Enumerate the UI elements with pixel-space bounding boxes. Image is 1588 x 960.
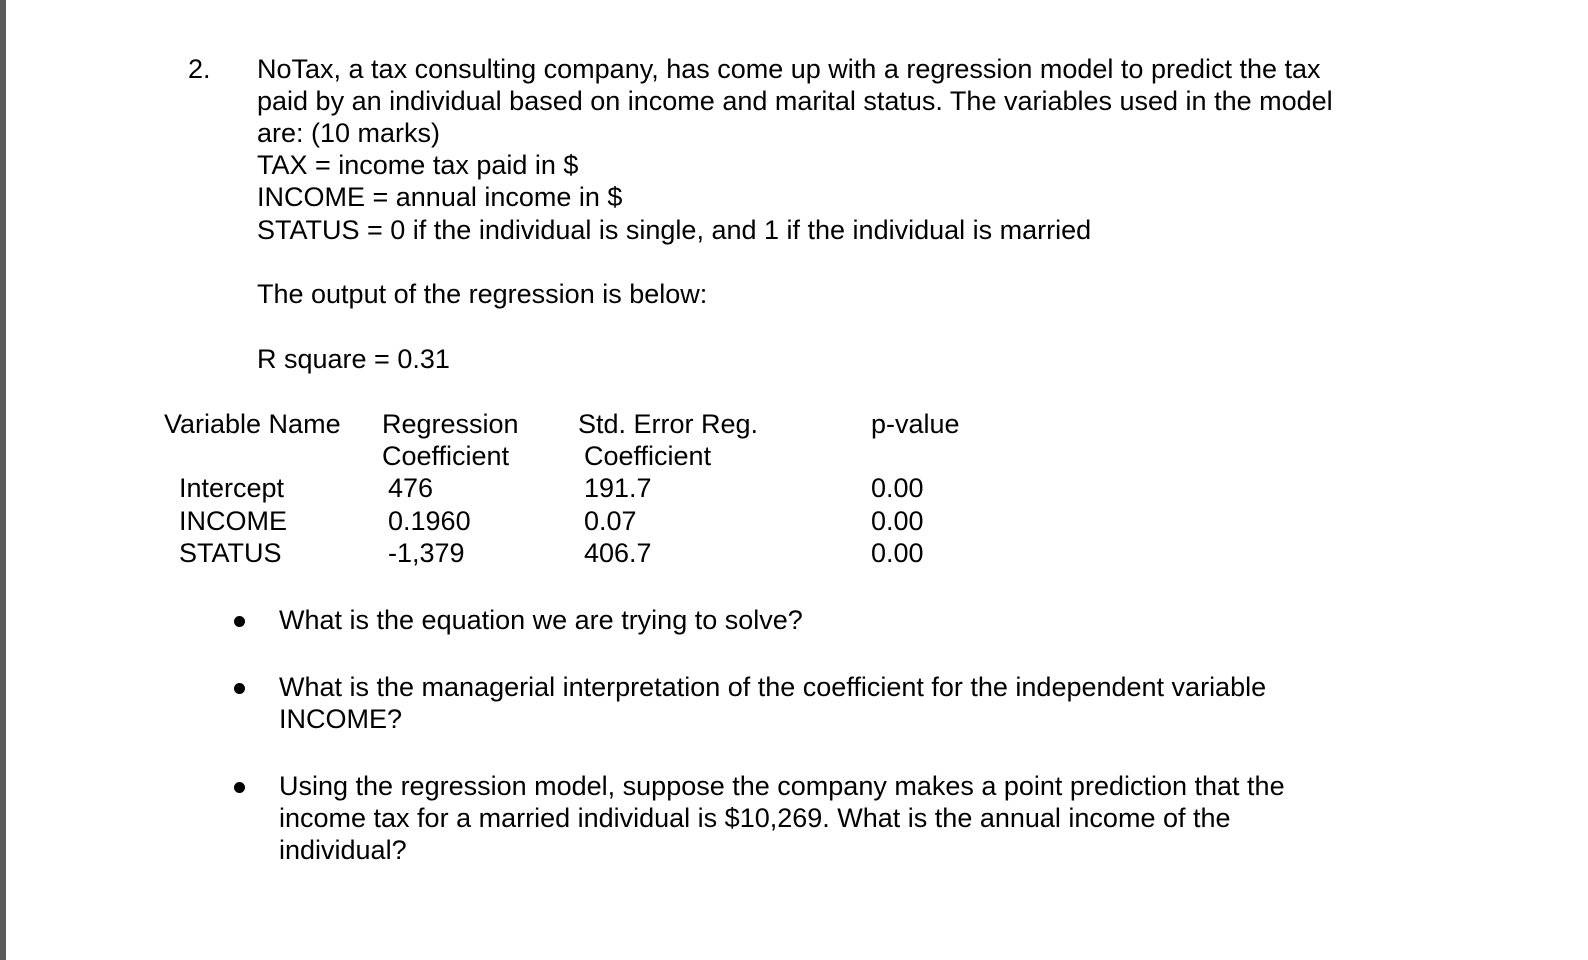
bullet-3-line-1: Using the regression model, suppose the company makes a point prediction that the [279, 771, 1285, 801]
bullet-3-line-3: individual? [279, 835, 407, 865]
row-income-coef: 0.1960 [388, 506, 471, 536]
page-left-border [0, 0, 6, 960]
intro-line-3: are: (10 marks) [257, 118, 441, 148]
variable-def-tax: TAX = income tax paid in $ [257, 150, 579, 180]
row-intercept-p: 0.00 [871, 473, 924, 503]
bullet-1-line-1: What is the equation we are trying to solve? [279, 605, 803, 635]
row-income-stderr: 0.07 [584, 506, 637, 536]
row-status-p: 0.00 [871, 538, 924, 568]
header-stderr-line2: Coefficient [584, 441, 712, 471]
variable-def-income: INCOME = annual income in $ [257, 182, 623, 212]
header-regression-line2: Coefficient [382, 441, 510, 471]
r-square: R square = 0.31 [257, 344, 450, 374]
variable-def-status: STATUS = 0 if the individual is single, and 1 if the individual is married [257, 215, 1092, 245]
row-status-coef: -1,379 [388, 538, 465, 568]
row-status-stderr: 406.7 [584, 538, 652, 568]
bullet-3-line-2: income tax for a married individual is $10,269. What is the annual income of the [279, 803, 1231, 833]
header-stderr-line1: Std. Error Reg. [578, 409, 759, 439]
bullet-1-icon [234, 616, 245, 627]
intro-line-2: paid by an individual based on income and marital status. The variables used in the model [257, 86, 1333, 116]
row-intercept-stderr: 191.7 [584, 473, 652, 503]
header-p-value: p-value [871, 409, 960, 439]
question-number: 2. [188, 54, 211, 84]
bullet-2-line-2: INCOME? [279, 704, 403, 734]
output-intro: The output of the regression is below: [257, 279, 708, 309]
bullet-2-icon [234, 683, 245, 694]
row-income-name: INCOME [179, 506, 287, 536]
row-intercept-coef: 476 [388, 473, 434, 503]
header-variable-name: Variable Name [164, 409, 341, 439]
row-status-name: STATUS [179, 538, 282, 568]
bullet-3-icon [234, 782, 245, 793]
header-regression-line1: Regression [382, 409, 519, 439]
bullet-2-line-1: What is the managerial interpretation of the coefficient for the independent variable [279, 672, 1267, 702]
row-income-p: 0.00 [871, 506, 924, 536]
row-intercept-name: Intercept [179, 473, 285, 503]
intro-line-1: NoTax, a tax consulting company, has come up with a regression model to predict the tax [257, 54, 1321, 84]
